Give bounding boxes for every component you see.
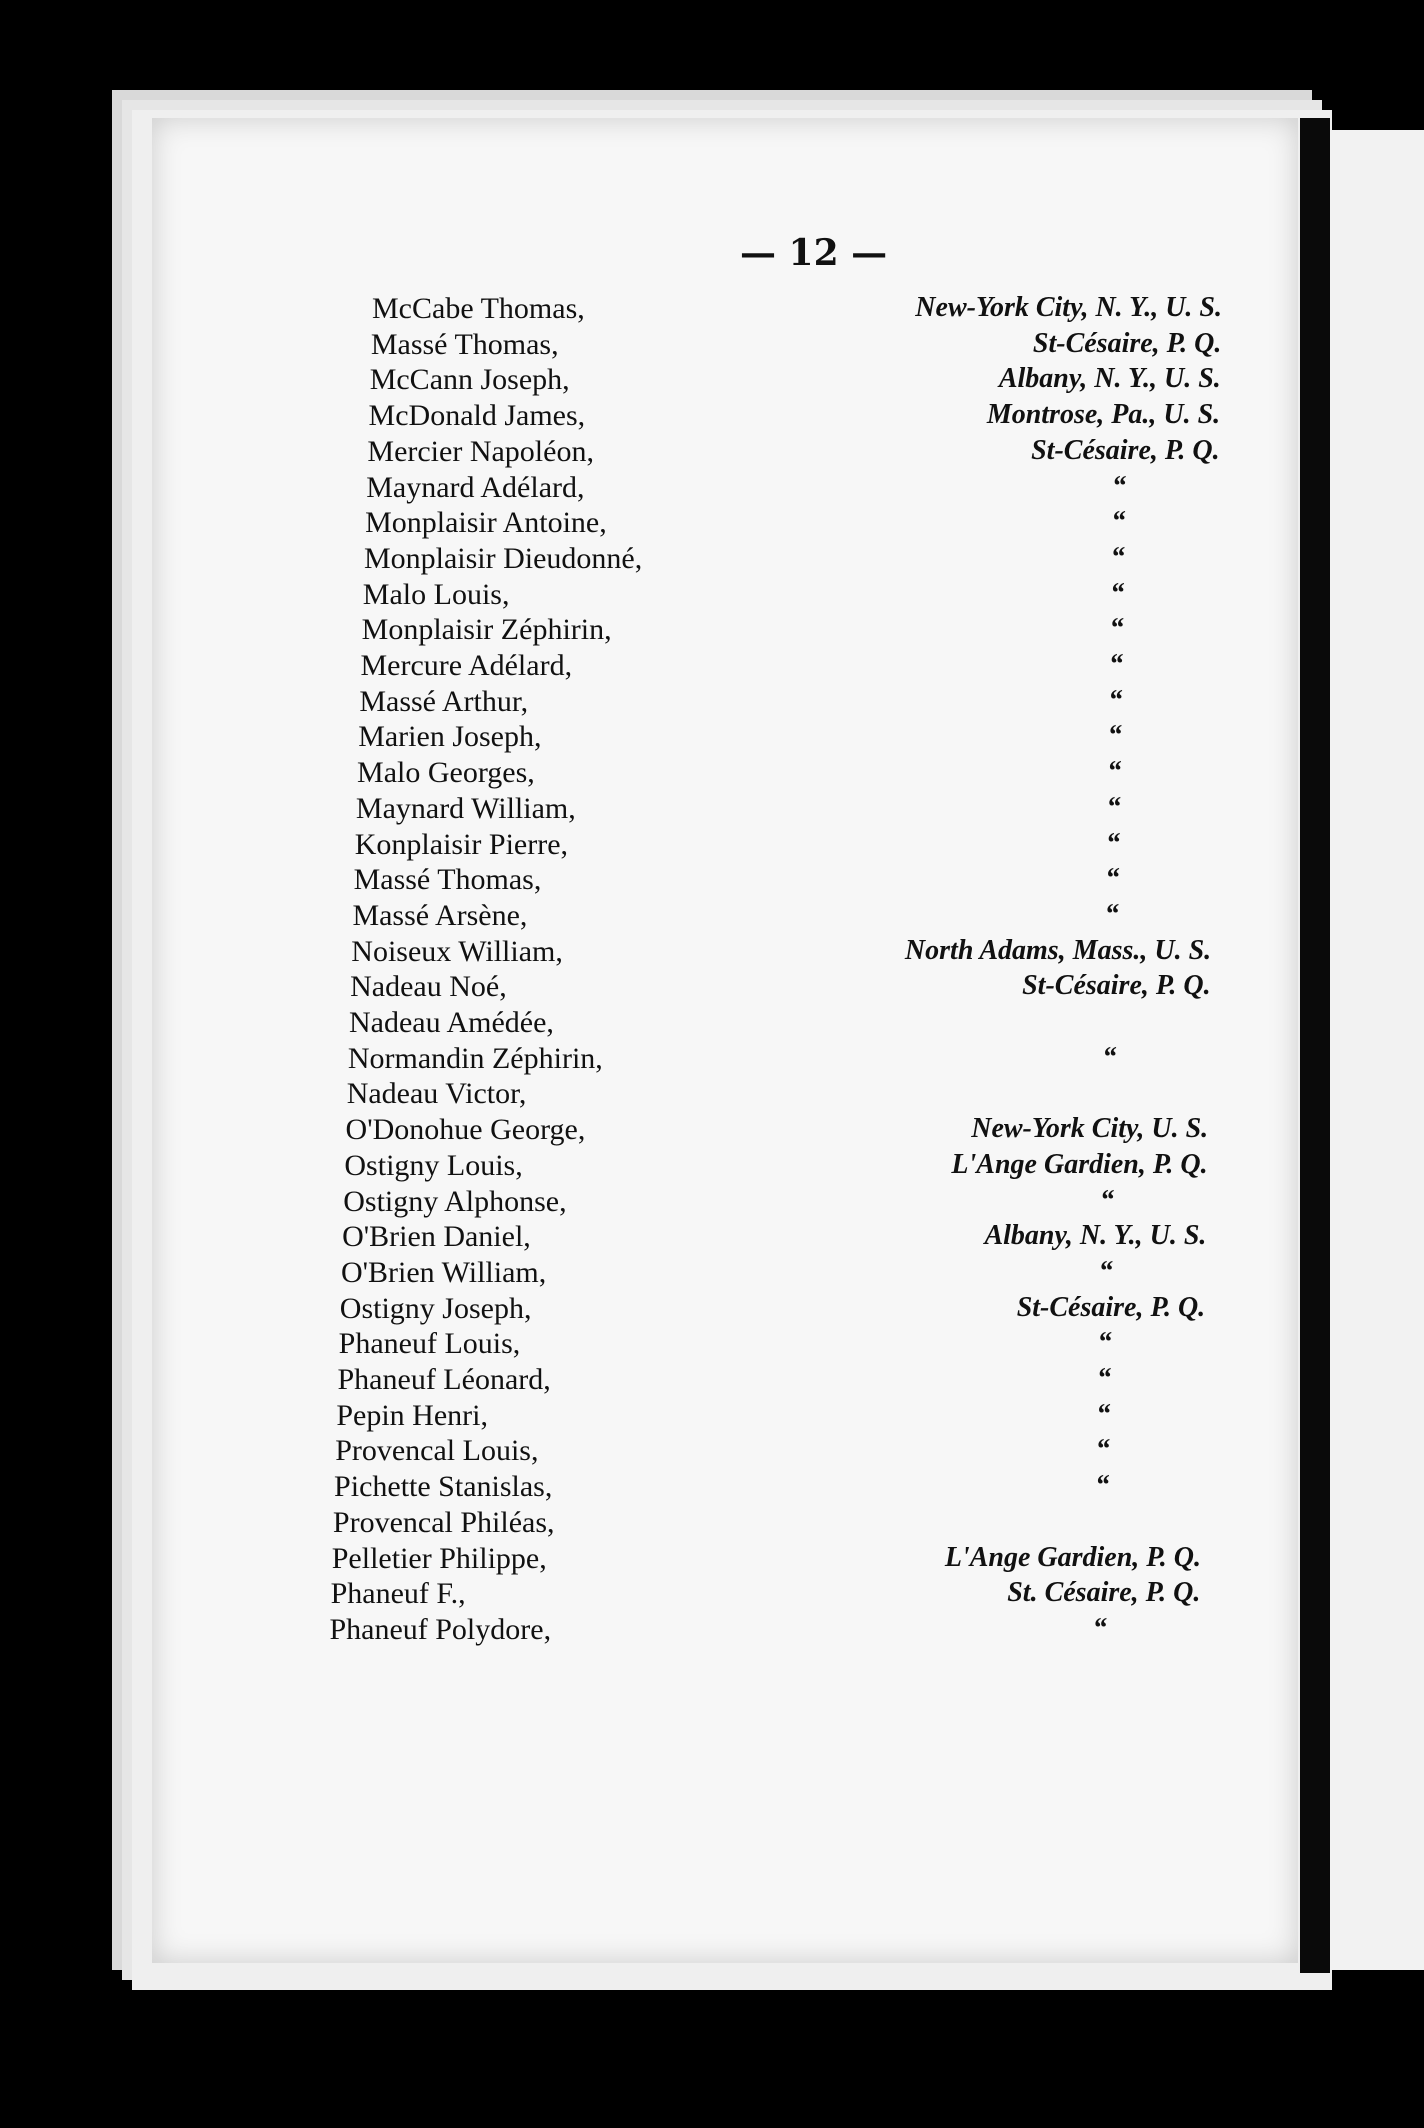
member-place: “ xyxy=(1096,1398,1111,1430)
member-place: “ xyxy=(1097,1327,1112,1359)
list-item xyxy=(0,1220,1424,1256)
member-place: St-Césaire, P. Q. xyxy=(1031,434,1220,466)
member-place: “ xyxy=(1097,1363,1111,1394)
member-name: McDonald James, xyxy=(368,399,586,433)
member-name: Malo Georges, xyxy=(357,756,535,790)
member-place: “ xyxy=(1109,613,1124,645)
list-item xyxy=(0,1542,1424,1578)
member-name: Malo Louis, xyxy=(362,577,510,611)
member-place: “ xyxy=(1108,684,1123,716)
member-name: Phaneuf Léonard, xyxy=(337,1363,551,1396)
member-place: “ xyxy=(1102,1041,1117,1073)
member-place: “ xyxy=(1106,791,1121,823)
member-name: Provencal Philéas, xyxy=(332,1505,555,1539)
member-name: McCabe Thomas, xyxy=(372,292,585,325)
member-name: Phaneuf Polydore, xyxy=(329,1612,552,1646)
member-name: Nadeau Victor, xyxy=(346,1077,527,1111)
member-name: Monplaisir Antoine, xyxy=(365,506,607,540)
list-item xyxy=(0,363,1424,399)
list-item xyxy=(0,471,1424,507)
list-item xyxy=(0,935,1424,971)
list-item xyxy=(0,578,1424,614)
list-item xyxy=(0,828,1424,864)
member-place: “ xyxy=(1106,827,1120,859)
list-item xyxy=(0,1256,1424,1292)
member-name: Konplaisir Pierre, xyxy=(354,827,569,861)
member-place: St-Césaire, P. Q. xyxy=(1016,1291,1206,1323)
list-item xyxy=(0,756,1424,792)
list-item xyxy=(0,542,1424,578)
list-item xyxy=(0,506,1424,542)
list-item xyxy=(0,613,1424,649)
member-place: St. Césaire, P. Q. xyxy=(1007,1577,1201,1609)
member-name: Mercier Napoléon, xyxy=(367,434,594,468)
member-name: Monplaisir Dieudonné, xyxy=(363,541,643,575)
member-place: “ xyxy=(1107,756,1122,788)
list-item xyxy=(0,1613,1424,1649)
member-name: Noiseux William, xyxy=(351,934,563,968)
list-item xyxy=(0,1327,1424,1363)
member-name: Massé Thomas, xyxy=(353,863,542,897)
member-place: “ xyxy=(1092,1612,1107,1644)
list-item xyxy=(0,1185,1424,1221)
list-item xyxy=(0,649,1424,685)
member-place: “ xyxy=(1107,720,1122,752)
member-place: “ xyxy=(1110,541,1125,573)
list-item xyxy=(0,1042,1424,1078)
list-item xyxy=(0,720,1424,756)
member-name: Maynard Adélard, xyxy=(366,470,585,504)
list-item xyxy=(0,292,1424,328)
member-place: L'Ange Gardien, P. Q. xyxy=(951,1148,1208,1180)
member-name: Nadeau Amédée, xyxy=(349,1006,554,1039)
list-item xyxy=(0,863,1424,899)
list-item xyxy=(0,1292,1424,1328)
member-name: Ostigny Louis, xyxy=(344,1148,523,1182)
list-item xyxy=(0,435,1424,471)
member-place: St-Césaire, P. Q. xyxy=(1032,327,1222,359)
list-item xyxy=(0,792,1424,828)
member-place: L'Ange Gardien, P. Q. xyxy=(944,1541,1201,1573)
list-item xyxy=(0,1149,1424,1185)
list-item xyxy=(0,328,1424,364)
list-item xyxy=(0,1113,1424,1149)
page-number: — 12 — xyxy=(740,232,888,274)
member-place: Albany, N. Y., U. S. xyxy=(998,363,1221,395)
member-name: Massé Arsène, xyxy=(352,898,528,932)
member-place: “ xyxy=(1112,470,1126,502)
member-place: “ xyxy=(1109,649,1123,680)
member-name: Provencal Louis, xyxy=(335,1434,539,1468)
list-item xyxy=(0,399,1424,435)
member-place: “ xyxy=(1095,1470,1110,1502)
member-name: O'Brien William, xyxy=(340,1255,547,1289)
member-place: Albany, N. Y., U. S. xyxy=(984,1220,1207,1252)
member-place: “ xyxy=(1095,1434,1110,1466)
member-name: Phaneuf F., xyxy=(330,1577,466,1611)
list-item xyxy=(0,899,1424,935)
member-name: Mercure Adélard, xyxy=(360,649,573,682)
member-place: Montrose, Pa., U. S. xyxy=(986,399,1221,431)
list-item xyxy=(0,1399,1424,1435)
list-item xyxy=(0,1506,1424,1542)
member-place: New-York City, N. Y., U. S. xyxy=(915,292,1222,323)
member-name: Ostigny Joseph, xyxy=(339,1291,532,1325)
member-name: Phaneuf Louis, xyxy=(338,1327,521,1361)
member-name: Monplaisir Zéphirin, xyxy=(361,613,612,647)
member-name: Normandin Zéphirin, xyxy=(347,1041,603,1075)
member-place: North Adams, Mass., U. S. xyxy=(904,934,1212,966)
member-name: Massé Arthur, xyxy=(359,684,529,718)
member-place: “ xyxy=(1100,1184,1114,1216)
list-item xyxy=(0,1363,1424,1399)
list-item xyxy=(0,1434,1424,1470)
member-place: “ xyxy=(1110,577,1125,609)
member-place: St-Césaire, P. Q. xyxy=(1022,970,1211,1002)
member-place: “ xyxy=(1105,863,1120,895)
member-name: O'Donohue George, xyxy=(345,1113,586,1147)
list-item xyxy=(0,1006,1424,1042)
member-name: McCann Joseph, xyxy=(369,363,570,397)
list-item xyxy=(0,970,1424,1006)
list-item xyxy=(0,1577,1424,1613)
member-name: Massé Thomas, xyxy=(370,327,559,361)
member-name: Pelletier Philippe, xyxy=(331,1541,547,1575)
member-place: “ xyxy=(1104,898,1119,930)
member-place: New-York City, U. S. xyxy=(971,1113,1209,1145)
member-name: Pepin Henri, xyxy=(336,1398,488,1432)
list-item xyxy=(0,1470,1424,1506)
member-name: Marien Joseph, xyxy=(358,720,542,754)
member-name: Ostigny Alphonse, xyxy=(343,1184,567,1218)
list-item xyxy=(0,1077,1424,1113)
member-place: “ xyxy=(1111,506,1126,538)
member-name: Maynard William, xyxy=(355,791,576,825)
list-item xyxy=(0,685,1424,721)
member-place: “ xyxy=(1098,1255,1113,1287)
member-name: Pichette Stanislas, xyxy=(334,1470,553,1504)
member-name: O'Brien Daniel, xyxy=(342,1220,531,1254)
member-name: Nadeau Noé, xyxy=(350,970,507,1004)
